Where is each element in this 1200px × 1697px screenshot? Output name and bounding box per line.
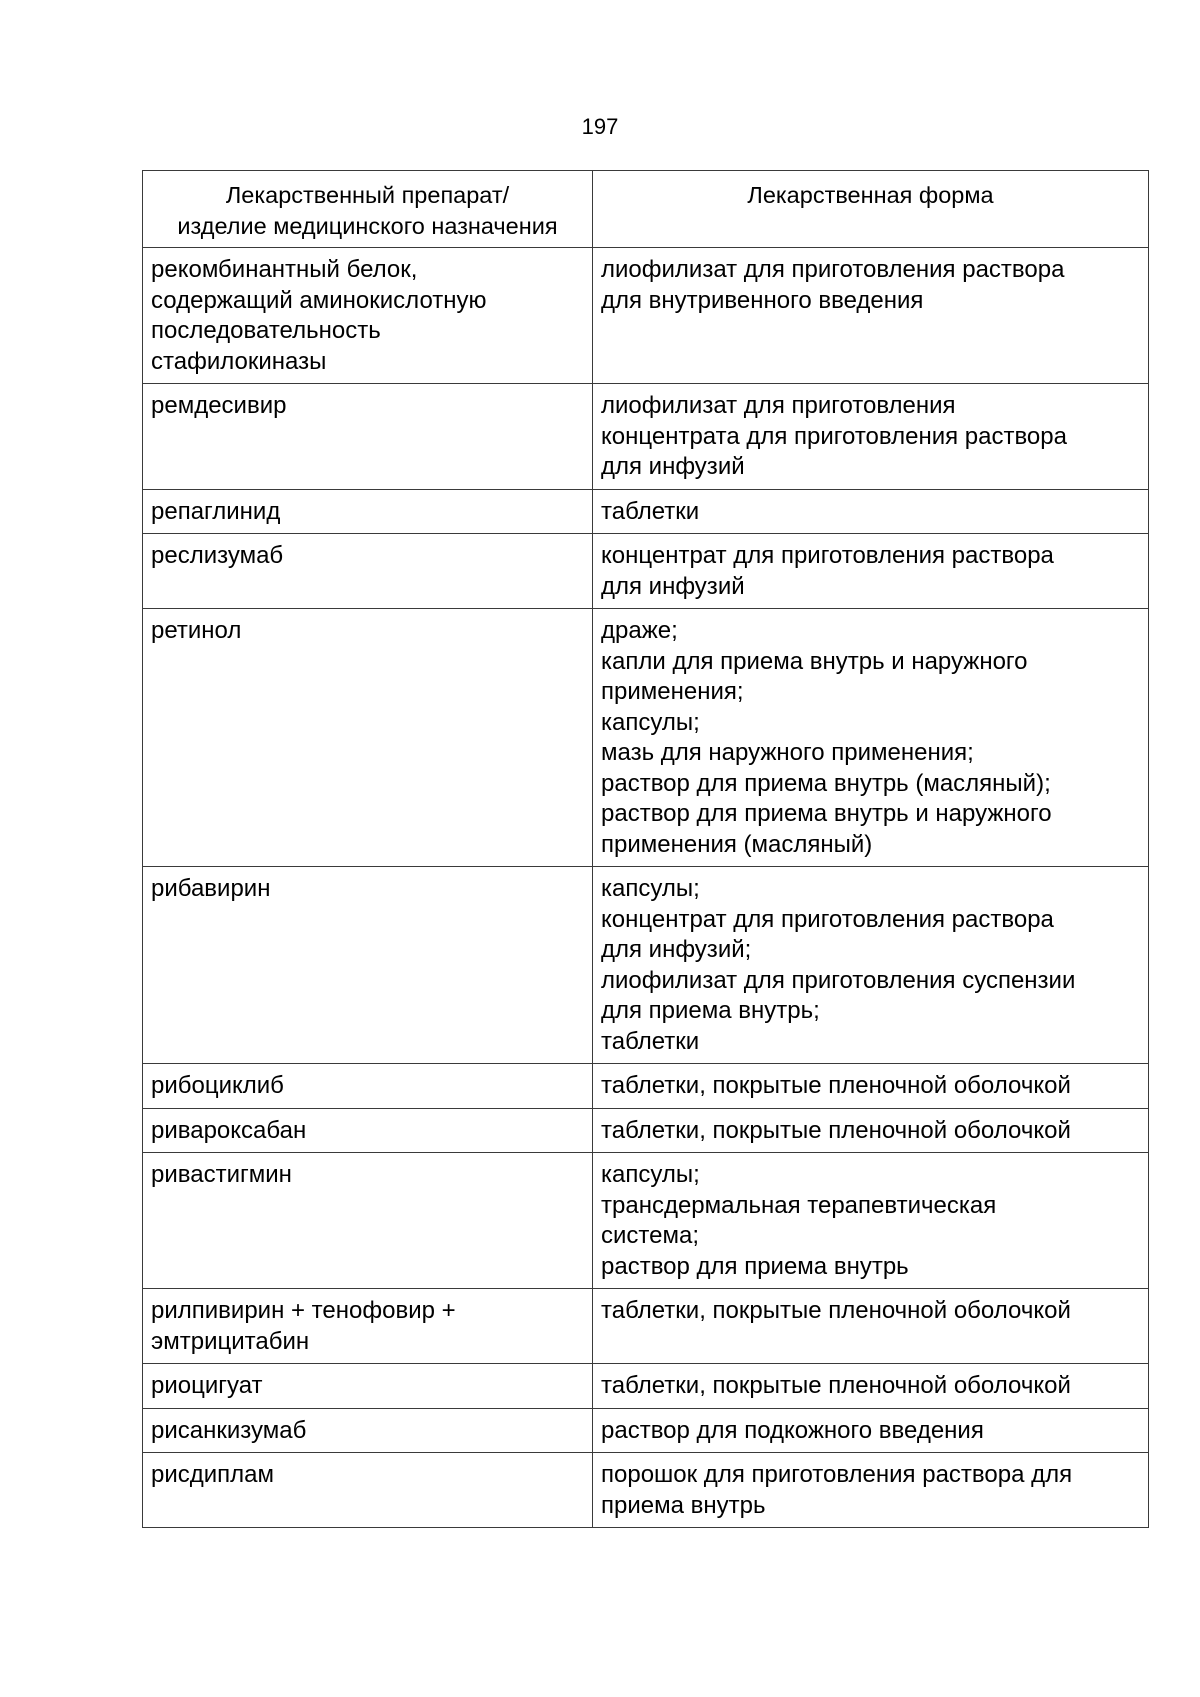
dosage-form-cell [593,1108,1149,1153]
drug-name-line: ривароксабан [151,1116,307,1144]
drug-name-cell [143,1364,593,1409]
dosage-form-line: концентрат для приготовления раствора [601,905,1054,933]
dosage-form-line: раствор для приема внутрь и наружного [601,800,1052,827]
table-row [143,1289,1149,1364]
dosage-form-line: капли для приема внутрь и наружного [601,647,1028,675]
dosage-form-line: лиофилизат для приготовления суспензии [601,966,1076,994]
dosage-form-cell [593,248,1149,384]
table-row [143,609,1149,867]
table-row [143,1453,1149,1528]
dosage-form-cell [593,609,1149,867]
dosage-form-line: приема внутрь [601,1491,766,1519]
drug-name-line: рибавирин [151,875,271,902]
dosage-form-line: порошок для приготовления раствора для [601,1461,1073,1488]
dosage-form-line: применения (масляный) [601,830,873,858]
drug-name-line: реслизумаб [151,542,284,569]
drug-name-line: репаглинид [151,497,281,525]
table-row [143,1064,1149,1109]
drug-name-cell [143,1408,593,1453]
header-form-line: Лекарственная форма [747,182,994,208]
dosage-form-cell [593,1064,1149,1109]
dosage-form-line: лиофилизат для приготовления [601,392,956,419]
table-row [143,1108,1149,1153]
drug-name-cell [143,248,593,384]
dosage-form-cell [593,1153,1149,1289]
table-row [143,1153,1149,1289]
drug-name-line: эмтрицитабин [151,1327,310,1355]
dosage-form-line: концентрата для приготовления раствора [601,422,1067,450]
drug-name-cell [143,534,593,609]
dosage-form-line: мазь для наружного применения; [601,739,974,766]
drug-name-line: рилпивирин + тенофовир + [151,1297,456,1324]
table-row [143,248,1149,384]
dosage-form-line: таблетки [601,497,700,525]
table-row [143,384,1149,490]
drug-name-cell [143,1108,593,1153]
header-drug-line: изделие медицинского назначения [177,212,558,239]
drug-table [142,170,1149,1528]
dosage-form-line: таблетки, покрытые пленочной оболочкой [601,1116,1071,1144]
drug-name-cell [143,1453,593,1528]
table-row [143,489,1149,534]
page-number: 197 [581,114,619,139]
dosage-form-line: для инфузий [601,572,745,600]
dosage-form-line: для внутривенного введения [601,286,924,314]
dosage-form-line: таблетки, покрытые пленочной оболочкой [601,1297,1071,1324]
drug-name-cell [143,384,593,490]
table-row [143,867,1149,1064]
dosage-form-line: применения; [601,678,744,705]
drug-name-cell [143,1153,593,1289]
header-drug [143,171,593,248]
table-row [143,1364,1149,1409]
dosage-form-line: таблетки, покрытые пленочной оболочкой [601,1372,1071,1399]
dosage-form-line: раствор для подкожного введения [601,1416,984,1444]
dosage-form-cell [593,384,1149,490]
drug-name-line: риоцигуат [151,1372,263,1399]
drug-name-line: ретинол [151,617,242,644]
dosage-form-cell [593,1408,1149,1453]
dosage-form-line: для приема внутрь; [601,997,820,1024]
dosage-form-cell [593,489,1149,534]
drug-name-line: ремдесивир [151,392,287,419]
drug-name-cell [143,1289,593,1364]
dosage-form-line: таблетки, покрытые пленочной оболочкой [601,1072,1071,1099]
dosage-form-line: система; [601,1222,699,1249]
drug-name-line: рисдиплам [151,1461,275,1488]
header-form [593,171,1149,248]
table-row [143,1408,1149,1453]
dosage-form-cell [593,1289,1149,1364]
drug-name-line: ривастигмин [151,1161,292,1188]
drug-name-cell [143,489,593,534]
dosage-form-line: капсулы; [601,708,700,736]
dosage-form-cell [593,1453,1149,1528]
dosage-form-cell [593,534,1149,609]
dosage-form-line: лиофилизат для приготовления раствора [601,256,1065,283]
drug-name-line: рекомбинантный белок, [151,256,418,283]
drug-name-cell [143,1064,593,1109]
drug-name-line: последовательность [151,317,381,344]
drug-name-line: рисанкизумаб [151,1416,307,1444]
table-row [143,534,1149,609]
dosage-form-line: капсулы; [601,875,700,902]
dosage-form-line: для инфузий; [601,936,752,963]
header-drug-line: Лекарственный препарат/ [225,182,510,208]
dosage-form-line: таблетки [601,1027,700,1055]
dosage-form-line: драже; [601,617,678,644]
dosage-form-line: трансдермальная терапевтическая [601,1191,997,1219]
drug-name-line: рибоциклиб [151,1072,284,1099]
table-header [143,171,1149,248]
dosage-form-cell [593,867,1149,1064]
drug-name-cell [143,609,593,867]
dosage-form-line: раствор для приема внутрь (масляный); [601,769,1051,797]
table-body [143,248,1149,1528]
dosage-form-line: для инфузий [601,453,745,480]
header-row [143,171,1149,248]
dosage-form-line: раствор для приема внутрь [601,1252,909,1280]
dosage-form-cell [593,1364,1149,1409]
dosage-form-line: концентрат для приготовления раствора [601,542,1054,569]
drug-name-line: содержащий аминокислотную [151,286,487,314]
dosage-form-line: капсулы; [601,1161,700,1188]
drug-name-line: стафилокиназы [151,347,327,375]
drug-name-cell [143,867,593,1064]
